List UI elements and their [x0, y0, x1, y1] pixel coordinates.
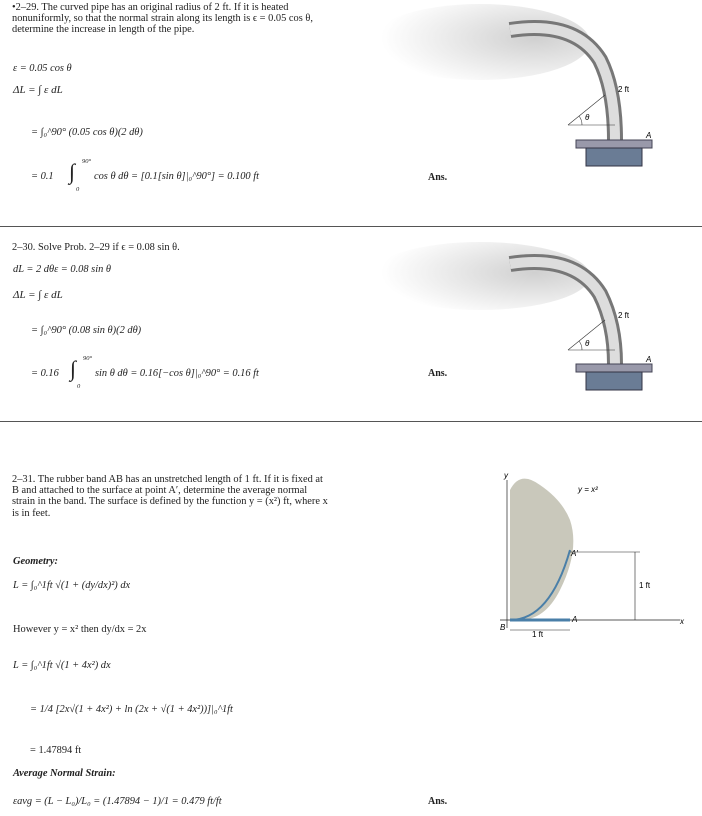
divider — [0, 226, 702, 227]
p230-eq1: dL = 2 dθε = 0.08 sin θ — [13, 264, 111, 275]
p229-eq4a: = 0.1 — [31, 171, 54, 182]
p229-fig-angle: θ — [585, 113, 590, 122]
p230-fig-angle: θ — [585, 339, 590, 348]
pipe-flange — [576, 140, 652, 148]
p231-fig-A: A — [572, 615, 578, 624]
p231-fig-len-v: 1 ft — [639, 581, 651, 590]
p231-geometry-heading: Geometry: — [13, 556, 59, 567]
p230-eq4b: sin θ dθ = 0.16[−cos θ]|₀^90° = 0.16 ft — [95, 368, 259, 379]
p231-fig-Aprime: A′ — [571, 549, 578, 558]
p229-ans: Ans. — [428, 172, 448, 183]
p230-limit-top: 90° — [83, 355, 93, 362]
p231-eq4: = 1/4 [2x√(1 + 4x²) + ln (2x + √(1 + 4x²))]|₀^1ft — [30, 704, 233, 715]
p231-fig-x: x — [680, 617, 684, 626]
p229-eq2: ΔL = ∫ ε dL — [13, 84, 63, 96]
p229-eq3: = ∫₀^90° (0.05 cos θ)(2 dθ) — [31, 127, 143, 138]
problem-2-30-statement: 2–30. Solve Prob. 2–29 if ϵ = 0.08 sin θ. — [12, 242, 180, 253]
p231-eq1: L = ∫₀^1ft √(1 + (dy/dx)²) dx — [13, 580, 131, 591]
pipe-flange — [576, 364, 652, 372]
p231-eq5: = 1.47894 ft — [30, 745, 82, 756]
p230-ans: Ans. — [428, 368, 448, 379]
pipe-base — [586, 148, 642, 166]
p230-eq4a: = 0.16 — [31, 368, 59, 379]
problem-2-31-statement: 2–31. The rubber band AB has an unstretched length of 1 ft. If it is fixed at B and attached to the surface at point A′, determine the average normal strain in the band. The surface is defined by the function y = (x²) ft, where x is in feet. — [12, 474, 328, 519]
p231-fig-len-h: 1 ft — [532, 630, 544, 639]
p231-ans: Ans. — [428, 796, 448, 807]
p229-fig-point: A — [646, 131, 652, 140]
steam-cloud — [370, 4, 590, 80]
p230-fig-radius: 2 ft — [618, 311, 630, 320]
p231-fig-curve: y = x² — [578, 485, 598, 494]
p231-eq3: L = ∫₀^1ft √(1 + 4x²) dx — [13, 660, 111, 671]
problem-2-29-statement: •2–29. The curved pipe has an original radius of 2 ft. If it is heated nonuniformly, so that the normal strain along its length is ϵ = 0.05 cos θ, determine the increase in length of the pipe. — [12, 2, 313, 36]
p230-eq2: ΔL = ∫ ε dL — [13, 289, 63, 301]
p229-fig-radius: 2 ft — [618, 85, 630, 94]
p230-limit-bottom: 0 — [77, 383, 81, 390]
p230-fig-point: A — [646, 355, 652, 364]
p230-pipe-figure — [360, 238, 700, 408]
surface-region — [510, 479, 573, 620]
steam-cloud — [370, 242, 590, 310]
p231-fig-y: y — [504, 471, 508, 480]
p229-eq4b: cos θ dθ = [0.1[sin θ]|₀^90°] = 0.100 ft — [94, 171, 260, 182]
p231-rubber-band-figure — [470, 470, 700, 650]
p230-eq3: = ∫₀^90° (0.08 sin θ)(2 dθ) — [31, 325, 142, 336]
p229-limit-top: 90° — [82, 158, 92, 165]
pipe-base — [586, 372, 642, 390]
p230-integral-sign: ∫ — [70, 356, 77, 381]
p229-integral-sign: ∫ — [69, 159, 76, 184]
p229-eq1: ε = 0.05 cos θ — [13, 63, 72, 74]
p229-limit-bottom: 0 — [76, 186, 80, 193]
p231-eq2: However y = x² then dy/dx = 2x — [13, 624, 147, 635]
p231-fig-B: B — [500, 623, 506, 632]
divider — [0, 421, 702, 422]
p231-strain-heading: Average Normal Strain: — [13, 768, 116, 779]
p229-pipe-figure — [360, 0, 700, 210]
p231-eq6: εavg = (L − L₀)/L₀ = (1.47894 − 1)/1 = 0.479 ft/ft — [13, 796, 222, 807]
